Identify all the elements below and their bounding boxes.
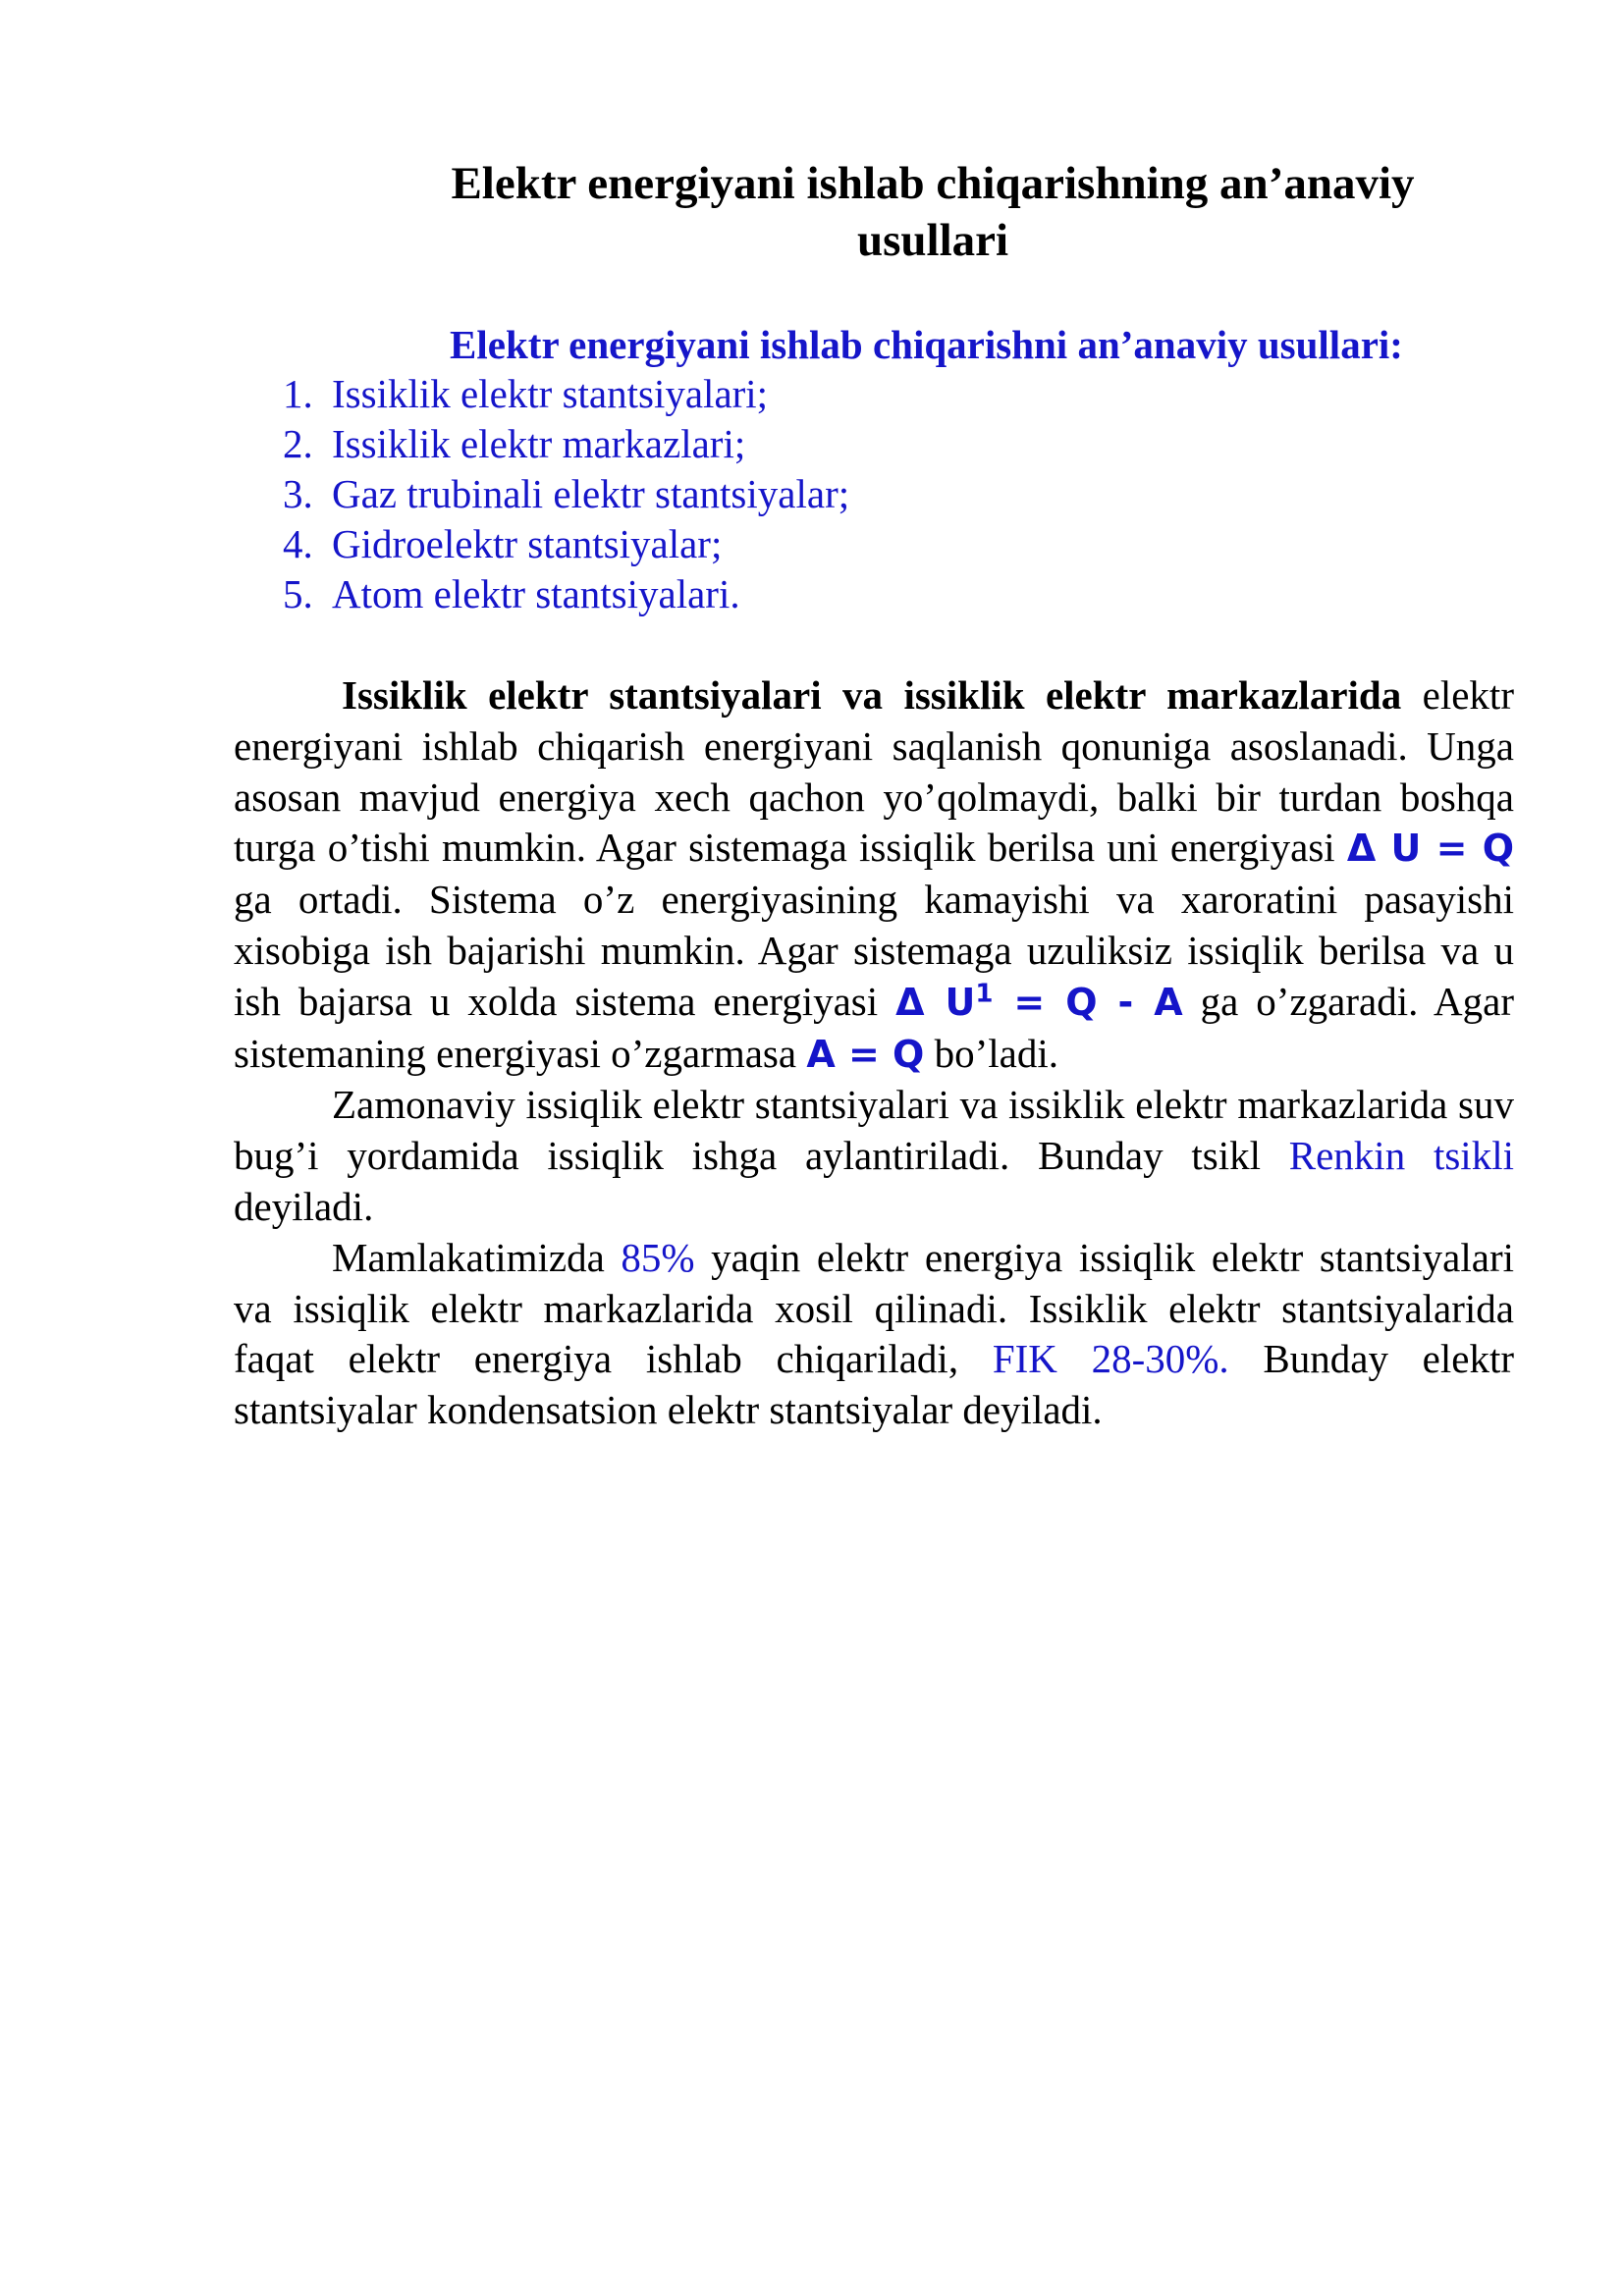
methods-list [283, 369, 849, 619]
formula-a-q: A = Q [806, 1032, 925, 1076]
list-item [283, 569, 849, 619]
paragraph-text: Zamonaviy issiqlik elektr stantsiyalari va issiklik elektr markazlarida suv bug’i yordamida issiqlik ishga aylantiriladi. Bunday tsikl [234, 1082, 1514, 1179]
list-item [283, 519, 849, 569]
list-item [283, 419, 849, 469]
paragraph-text: bo’ladi. [924, 1030, 1058, 1076]
paragraph-rankine [234, 1080, 1514, 1232]
superscript: 1 [975, 979, 994, 1009]
list-number: 2. [283, 421, 313, 466]
paragraph-text: Mamlakatimizda [332, 1234, 622, 1280]
paragraph-text: elektr energiyani ishlab chiqarish energiyani saqlanish qonuniga asoslanadi. Unga asosan mavjud energiya xech qachon yo’qolmaydi, balki bir turdan boshqa turga o’tishi mumkin. Agar sistemaga issiqlik berilsa uni energiyasi [234, 672, 1514, 871]
formula-delta-u1: Δ $U^1 = Q - A$ [895, 979, 1183, 1024]
paragraph-text: yaqin elektr energiya issiqlik elektr stantsiyalari va issiqlik elektr markazlarida xosil qilinadi. Issiklik elektr stantsiyalarida faqat elektr energiya ishlab chiqariladi, [234, 1234, 1514, 1382]
paragraph-text: ga o’zgaradi. Agar sistemaning energiyasi o’zgarmasa [234, 978, 1515, 1076]
list-item [283, 369, 849, 419]
list-item-label: Atom elektr stantsiyalari. [332, 571, 740, 616]
paragraph-text: ga ortadi. Sistema o’z energiyasining kamayishi va xaroratini pasayishi xisobiga ish bajarishi mumkin. Agar sistemaga uzuliksiz issiqlik berilsa va u ish bajarsa u xolda sistema energiyasi [234, 877, 1514, 1024]
paragraph-text: Bunday elektr stantsiyalar kondensatsion elektr stantsiyalar deyiladi. [234, 1336, 1515, 1433]
list-number: 4. [283, 521, 313, 566]
paragraph-lead: Issiklik elektr stantsiyalari va issiklik elektr markazlarida [342, 672, 1402, 718]
percentage-value: 85% [621, 1234, 695, 1280]
list-number: 1. [283, 371, 313, 416]
list-item-label: Gidroelektr stantsiyalar; [332, 521, 723, 566]
methods-heading: Elektr energiyani ishlab chiqarishni an’anaviy usullari: [450, 322, 1403, 367]
paragraph-thermal-plants [234, 670, 1514, 1080]
paragraph-statistics [234, 1233, 1514, 1436]
formula-delta-u: Δ U = Q [1346, 827, 1514, 871]
rankine-cycle-term: Renkin tsikli [1288, 1133, 1514, 1179]
list-item-label: Issiklik elektr markazlari; [332, 421, 746, 466]
paragraph-text: deyiladi. [234, 1183, 374, 1229]
list-item-label: Gaz trubinali elektr stantsiyalar; [332, 471, 850, 516]
list-number: 5. [283, 571, 313, 616]
list-number: 3. [283, 471, 313, 516]
list-item-label: Issiklik elektr stantsiyalari; [332, 371, 769, 416]
body-text [234, 670, 1514, 1436]
efficiency-value: FIK 28-30%. [992, 1336, 1229, 1382]
page-title: Elektr energiyani ishlab chiqarishning an’anaviy usullari [451, 158, 1415, 266]
list-item [283, 469, 849, 519]
